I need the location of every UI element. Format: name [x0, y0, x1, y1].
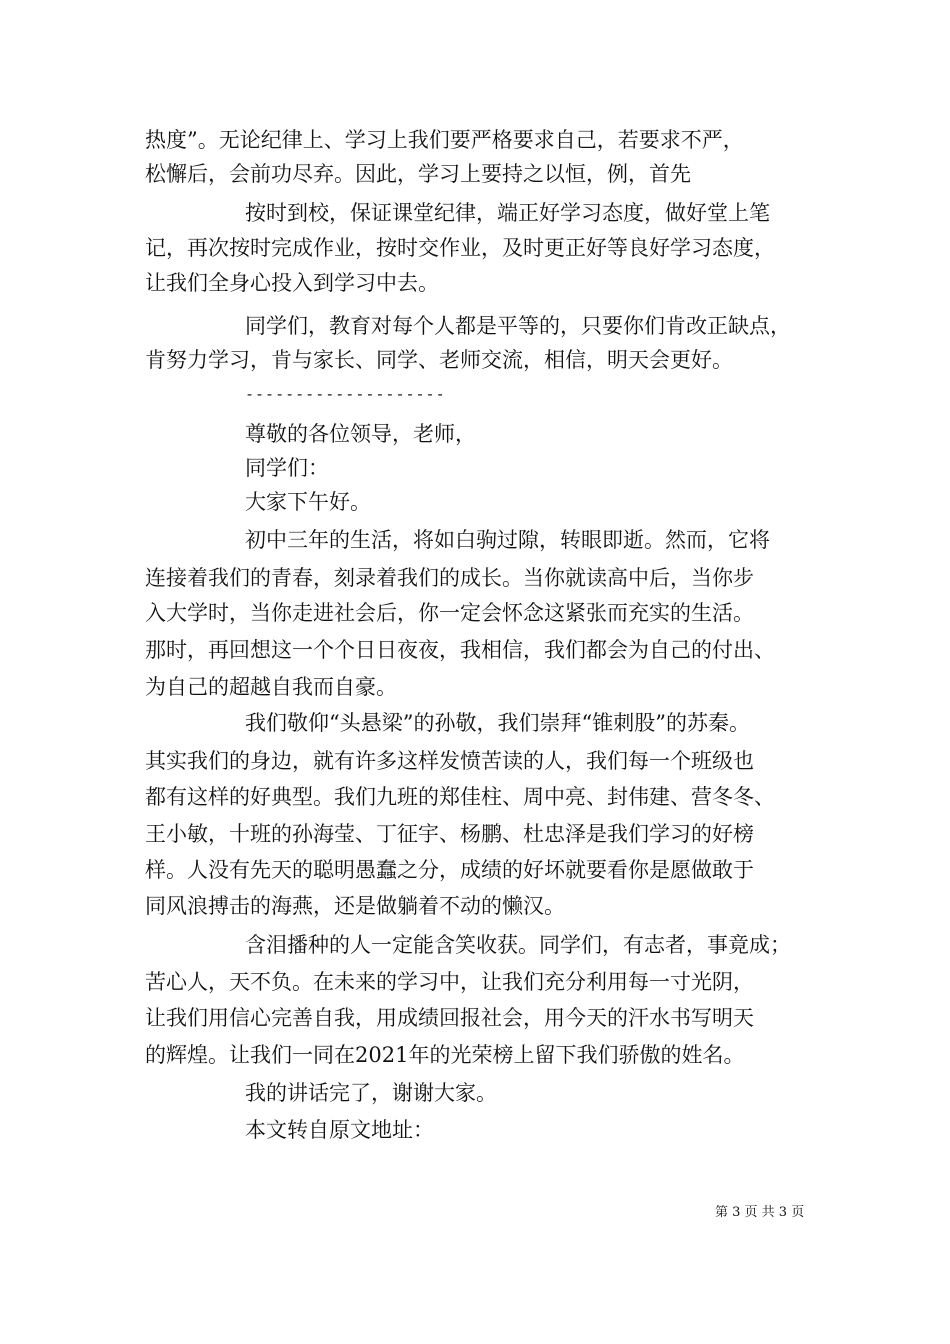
greeting-line-1: 尊敬的各位领导，老师， [245, 422, 476, 446]
paragraph-c-line-2: 肯努力学习，肯与家长、同学、老师交流，相信，明天会更好。 [145, 348, 733, 372]
paragraph-b-line-2: 记，再次按时完成作业，按时交作业，及时更正好等良好学习态度， [145, 236, 775, 260]
paragraph-e-line-6: 同风浪搏击的海燕，还是做躺着不动的懒汉。 [145, 894, 565, 918]
paragraph-f-line-3: 让我们用信心完善自我，用成绩回报社会，用今天的汗水书写明天 [145, 1006, 754, 1030]
paragraph-b-line-3: 让我们全身心投入到学习中去。 [145, 271, 439, 295]
paragraph-c-line-1: 同学们，教育对每个人都是平等的，只要你们肯改正缺点， [245, 314, 791, 338]
paragraph-a-line-1: 热度”。无论纪律上、学习上我们要严格要求自己，若要求不严， [145, 128, 744, 152]
greeting-line-3: 大家下午好。 [245, 490, 371, 514]
paragraph-f-line-1: 含泪播种的人一定能含笑收获。同学们，有志者，事竟成； [245, 933, 791, 957]
closing-line-2: 本文转自原文地址： [245, 1118, 434, 1142]
paragraph-e-line-1: 我们敬仰“头悬梁”的孙敬，我们崇拜“锥刺股”的苏秦。 [245, 711, 750, 735]
paragraph-d-line-5: 为自己的超越自我而自豪。 [145, 675, 397, 699]
paragraph-e-line-3: 都有这样的好典型。我们九班的郑佳柱、周中亮、封伟建、营冬冬、 [145, 785, 775, 809]
section-divider: -------------------- [245, 385, 446, 403]
paragraph-d-line-2: 连接着我们的青春，刻录着我们的成长。当你就读高中后，当你步 [145, 566, 754, 590]
paragraph-d-line-4: 那时，再回想这一个个日日夜夜，我相信，我们都会为自己的付出、 [145, 638, 775, 662]
paragraph-b-line-1: 按时到校，保证课堂纪律，端正好学习态度，做好堂上笔 [245, 201, 770, 225]
paragraph-d-line-3: 入大学时，当你走进社会后，你一定会怀念这紧张而充实的生活。 [145, 601, 754, 625]
paragraph-e-line-2: 其实我们的身边，就有许多这样发愤苦读的人，我们每一个班级也 [145, 749, 754, 773]
paragraph-a-line-2: 松懈后，会前功尽弃。因此，学习上要持之以恒，例，首先 [145, 162, 691, 186]
paragraph-d-line-1: 初中三年的生活，将如白驹过隙，转眼即逝。然而，它将 [245, 528, 770, 552]
paragraph-e-line-4: 王小敏，十班的孙海莹、丁征宇、杨鹏、杜忠泽是我们学习的好榜 [145, 822, 754, 846]
greeting-line-2: 同学们： [245, 456, 329, 480]
page-number-footer: 第 3 页 共 3 页 [715, 1205, 805, 1220]
paragraph-e-line-5: 样。人没有先天的聪明愚蠢之分，成绩的好坏就要看你是愿做敢于 [145, 858, 754, 882]
paragraph-f-line-2: 苦心人，天不负。在未来的学习中，让我们充分利用每一寸光阴， [145, 970, 754, 994]
closing-line-1: 我的讲话完了，谢谢大家。 [245, 1081, 497, 1105]
paragraph-f-line-4: 的辉煌。让我们一同在2021年的光荣榜上留下我们骄傲的姓名。 [145, 1043, 745, 1067]
